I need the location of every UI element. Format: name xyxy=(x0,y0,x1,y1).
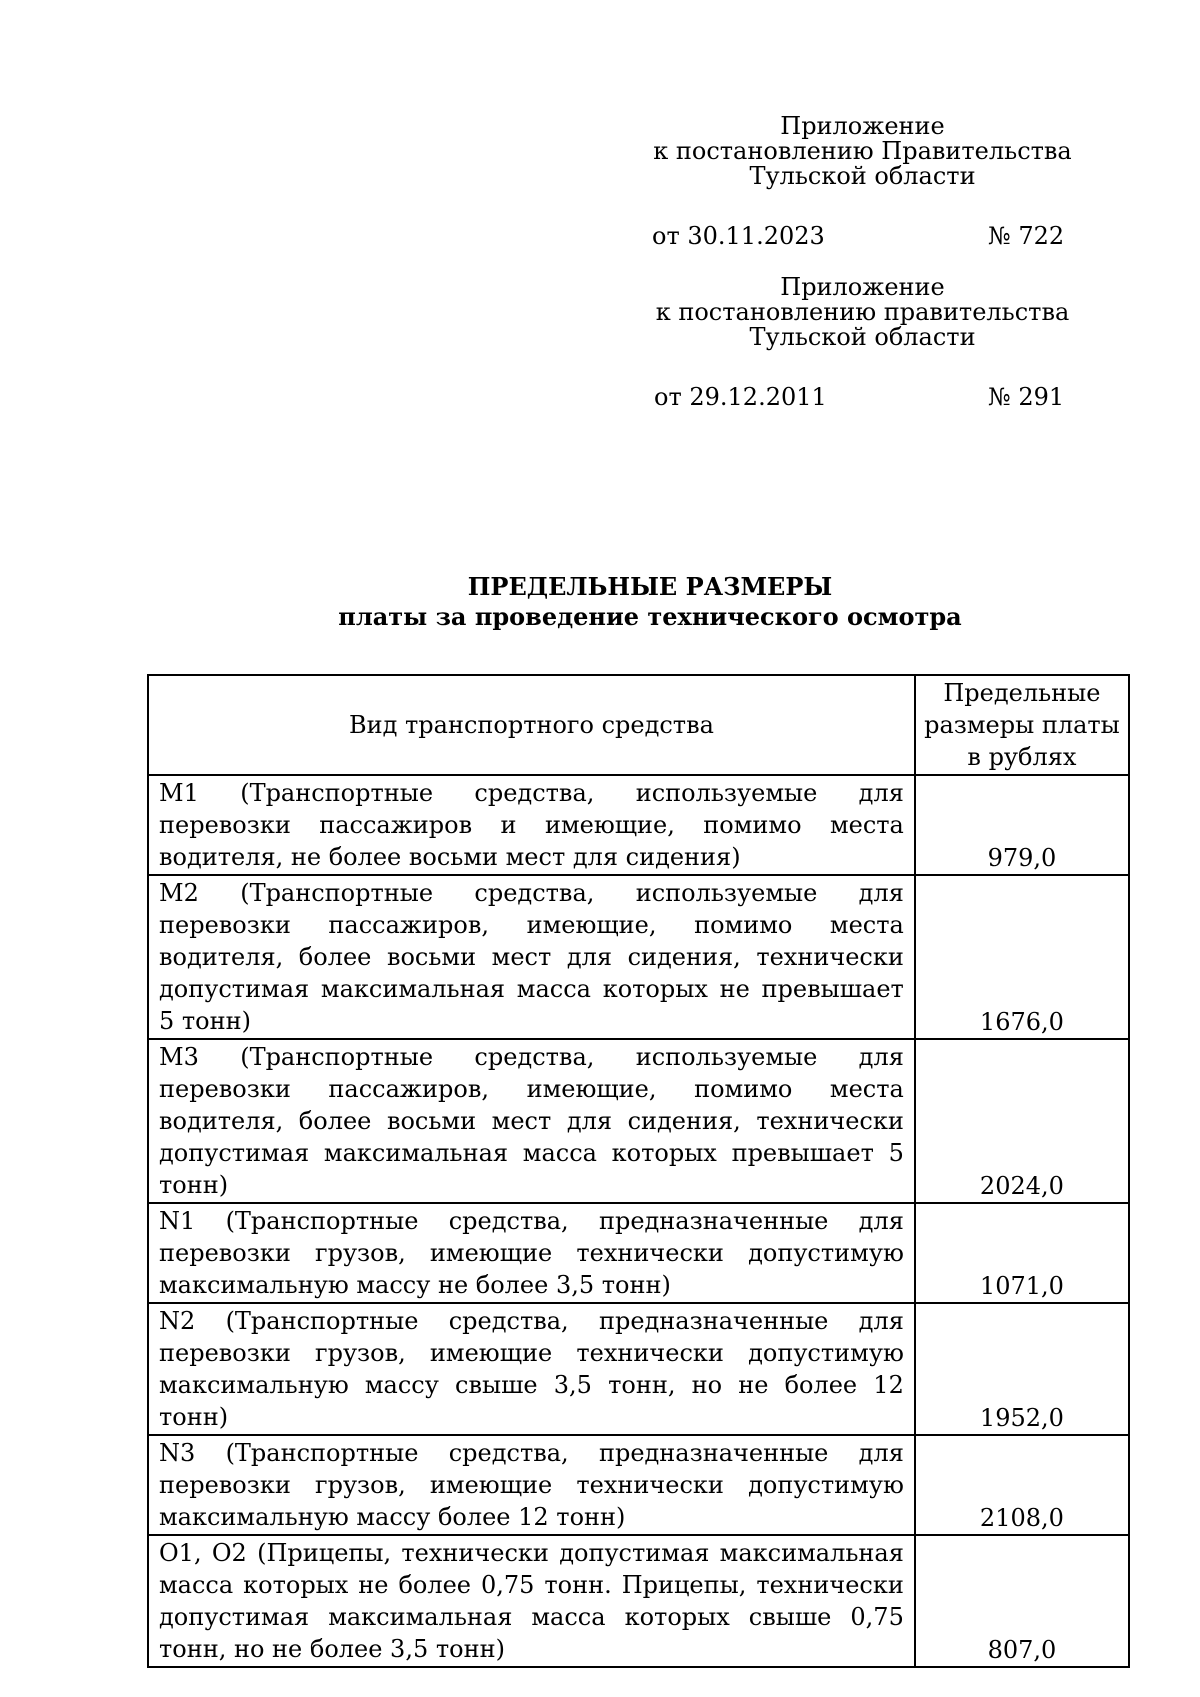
vehicle-description: N2 (Транспортные средства, предназначенные для перевозки грузов, имеющие технически допустимую максимальную массу свыше 3,5 тонн, но не более 12 тонн) xyxy=(148,1303,915,1435)
current-number: № 722 xyxy=(988,222,1065,250)
title-main: ПРЕДЕЛЬНЫЕ РАЗМЕРЫ xyxy=(467,572,833,601)
fee-value: 2108,0 xyxy=(915,1435,1129,1535)
appendix-current xyxy=(645,114,1080,189)
vehicle-description: М2 (Транспортные средства, используемые для перевозки пассажиров, имеющие, помимо места водителя, более восьми мест для сидения, технически допустимая максимальная масса которых не превышает 5 тонн) xyxy=(148,875,915,1039)
vehicle-description: О1, О2 (Прицепы, технически допустимая максимальная масса которых не более 0,75 тонн. Прицепы, технически допустимая максимальная масса которых свыше 0,75 тонн, но не более 3,5 тонн) xyxy=(148,1535,915,1667)
fee-value: 1676,0 xyxy=(915,875,1129,1039)
table-row xyxy=(148,775,1129,875)
appendix-original xyxy=(645,275,1080,350)
table-row xyxy=(148,875,1129,1039)
header-vehicle-type: Вид транспортного средства xyxy=(148,675,915,775)
document-title xyxy=(140,572,1160,632)
vehicle-description: М1 (Транспортные средства, используемые для перевозки пассажиров и имеющие, помимо места водителя, не более восьми мест для сидения) xyxy=(148,775,915,875)
fee-value: 2024,0 xyxy=(915,1039,1129,1203)
fee-table xyxy=(147,674,1130,1668)
vehicle-description: N3 (Транспортные средства, предназначенные для перевозки грузов, имеющие технически допустимую максимальную массу более 12 тонн) xyxy=(148,1435,915,1535)
table-row xyxy=(148,1535,1129,1667)
fee-value: 979,0 xyxy=(915,775,1129,875)
appendix-original-line: Приложение xyxy=(780,273,945,301)
title-sub: платы за проведение технического осмотра xyxy=(338,602,962,631)
table-row xyxy=(148,1435,1129,1535)
table-row xyxy=(148,1303,1129,1435)
current-date: от 30.11.2023 xyxy=(652,222,825,250)
fee-value: 1071,0 xyxy=(915,1203,1129,1303)
vehicle-description: N1 (Транспортные средства, предназначенные для перевозки грузов, имеющие технически допустимую максимальную массу не более 3,5 тонн) xyxy=(148,1203,915,1303)
fee-value: 807,0 xyxy=(915,1535,1129,1667)
vehicle-description: М3 (Транспортные средства, используемые для перевозки пассажиров, имеющие, помимо места водителя, более восьми мест для сидения, технически допустимая максимальная масса которых превышает 5 тонн) xyxy=(148,1039,915,1203)
appendix-current-line: Приложение xyxy=(780,112,945,140)
appendix-current-line: Тульской области xyxy=(749,162,976,190)
appendix-current-line: к постановлению Правительства xyxy=(653,137,1072,165)
fee-value: 1952,0 xyxy=(915,1303,1129,1435)
appendix-original-line: Тульской области xyxy=(749,323,976,351)
table-row xyxy=(148,1203,1129,1303)
table-row xyxy=(148,1039,1129,1203)
original-date: от 29.12.2011 xyxy=(654,383,827,411)
original-number: № 291 xyxy=(988,383,1065,411)
appendix-original-line: к постановлению правительства xyxy=(655,298,1070,326)
table-header-row xyxy=(148,675,1129,775)
header-fee-limit: Предельные размеры платы в рублях xyxy=(915,675,1129,775)
